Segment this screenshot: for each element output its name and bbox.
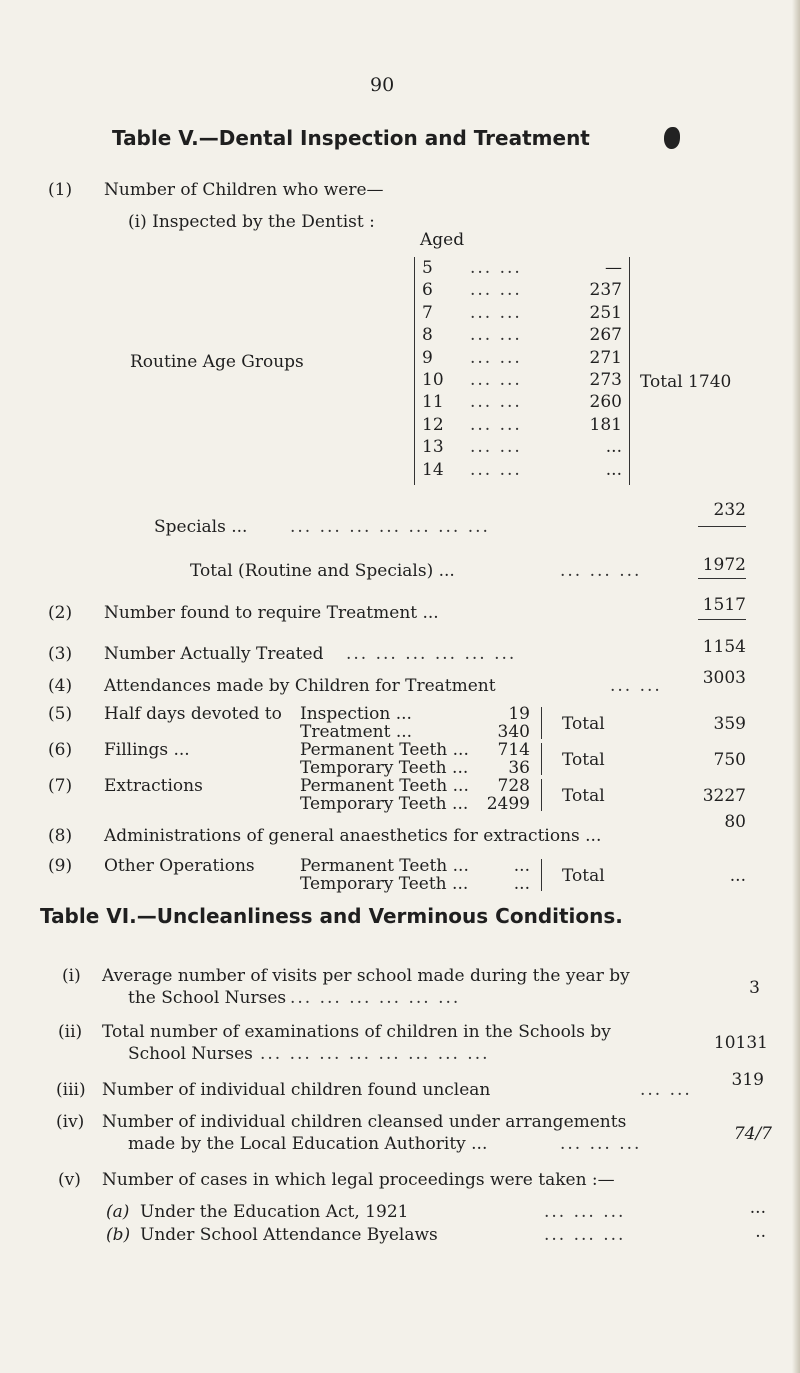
- t6-v-number: (v): [58, 1170, 81, 1190]
- values-brace: [625, 257, 630, 485]
- row2-rule: [698, 619, 746, 620]
- t6-va-value: ...: [749, 1198, 766, 1218]
- t6-v-line1: Number of cases in which legal proceedings were taken :—: [102, 1170, 615, 1190]
- age-row-age: 7: [422, 302, 433, 323]
- t6-va-number: (a): [106, 1202, 130, 1222]
- t6-i-leader: ... ... ... ... ... ...: [290, 988, 461, 1008]
- age-row-value: 251: [589, 302, 622, 323]
- row4-leader: ... ...: [610, 676, 662, 696]
- row5-sub-2-value: 340: [497, 722, 530, 742]
- row6-number: (6): [48, 740, 73, 760]
- row2-label: Number found to require Treatment ...: [104, 603, 439, 623]
- t6-vb-label: Under School Attendance Byelaws: [140, 1225, 438, 1245]
- age-row-value: 181: [589, 414, 622, 435]
- t6-va-leader: ... ... ...: [544, 1202, 626, 1222]
- specials-label: Specials ...: [154, 517, 248, 537]
- row6-sub-1-value: 714: [497, 740, 530, 760]
- t6-vb-value: ..: [755, 1222, 766, 1242]
- row5-sub-1-value: 19: [508, 704, 530, 724]
- t6-vb-number: (b): [106, 1225, 131, 1245]
- age-row-age: 5: [422, 258, 433, 278]
- age-row-leader: ... ...: [470, 437, 522, 458]
- row7-number: (7): [48, 776, 73, 796]
- row5-sub-2: Treatment ...: [300, 722, 413, 742]
- row6-brace: [536, 743, 542, 775]
- row8-value: 80: [724, 812, 746, 832]
- row7-brace: [536, 779, 542, 811]
- age-row-value: 260: [589, 392, 622, 413]
- row9-number: (9): [48, 856, 73, 876]
- row5-brace: [536, 707, 542, 739]
- row3-label: Number Actually Treated: [104, 644, 324, 664]
- row5-value: 359: [713, 714, 746, 734]
- total-rule: [698, 578, 746, 579]
- specials-leader: ... ... ... ... ... ... ...: [290, 517, 490, 537]
- table-vi-title: Table VI.—Uncleanliness and Verminous Conditions.: [40, 904, 623, 928]
- row4-value: 3003: [702, 668, 746, 688]
- t6-iii-number: (iii): [56, 1080, 86, 1100]
- aged-label: Aged: [420, 230, 465, 250]
- row5-total-label: Total: [562, 714, 605, 734]
- age-row-value: 271: [589, 347, 622, 368]
- row7-sub-1-value: 728: [497, 776, 530, 796]
- row7-sub-2-value: 2499: [486, 794, 530, 814]
- row9-total-label: Total: [562, 866, 605, 886]
- age-row-age: 10: [422, 370, 444, 390]
- age-row-value: ...: [605, 459, 622, 480]
- age-row-value: —: [605, 258, 622, 278]
- row5-sub-1: Inspection ...: [300, 704, 412, 724]
- age-row-leader: ... ...: [470, 392, 522, 413]
- age-row-leader: ... ...: [470, 280, 522, 301]
- row9-sub-1: Permanent Teeth ...: [300, 856, 469, 876]
- row3-leader: ... ... ... ... ... ...: [346, 644, 517, 664]
- age-row-leader: ... ...: [470, 325, 522, 346]
- row9-label: Other Operations: [104, 856, 255, 876]
- age-row-value: 273: [589, 370, 622, 390]
- row7-value: 3227: [702, 786, 746, 806]
- age-row-leader: ... ...: [470, 347, 522, 368]
- t6-ii-number: (ii): [58, 1022, 83, 1042]
- row1-label: Number of Children who were—: [104, 180, 384, 200]
- total-routine-specials-label: Total (Routine and Specials) ...: [190, 561, 455, 581]
- t6-ii-value: 10131: [713, 1033, 768, 1053]
- age-groups-total: Total 1740: [640, 372, 732, 392]
- t6-ii-line2: School Nurses: [128, 1044, 253, 1064]
- t6-iv-handwritten-value: 74/7: [733, 1124, 772, 1144]
- row9-sub-2-value: ...: [513, 874, 530, 894]
- age-row-age: 6: [422, 280, 433, 301]
- row6-sub-2-value: 36: [508, 758, 530, 778]
- t6-iv-line2: made by the Local Education Authority ...: [128, 1134, 488, 1154]
- row3-value: 1154: [702, 637, 746, 657]
- age-row-value: 237: [589, 280, 622, 301]
- row7-sub-1: Permanent Teeth ...: [300, 776, 469, 796]
- t6-i-line1: Average number of visits per school made during the year by: [102, 966, 630, 986]
- page-number: 90: [370, 74, 395, 96]
- total-leader: ... ... ...: [560, 561, 642, 581]
- row6-label: Fillings ...: [104, 740, 190, 760]
- specials-rule: [698, 526, 746, 527]
- age-row-leader: ... ...: [470, 258, 522, 278]
- t6-iv-line1: Number of individual children cleansed under arrangements: [102, 1112, 627, 1132]
- page-edge-shadow: [792, 0, 800, 1373]
- row7-total-label: Total: [562, 786, 605, 806]
- row6-total-label: Total: [562, 750, 605, 770]
- t6-iii-line1: Number of individual children found unclean: [102, 1080, 491, 1100]
- age-row-age: 13: [422, 437, 444, 458]
- t6-iv-number: (iv): [56, 1112, 85, 1132]
- row9-sub-2: Temporary Teeth ...: [300, 874, 469, 894]
- row3-number: (3): [48, 644, 73, 664]
- row9-value: ...: [729, 866, 746, 886]
- t6-vb-leader: ... ... ...: [544, 1225, 626, 1245]
- row6-sub-2: Temporary Teeth ...: [300, 758, 469, 778]
- row7-label: Extractions: [104, 776, 203, 796]
- row5-label: Half days devoted to: [104, 704, 282, 724]
- specials-value: 232: [713, 500, 746, 520]
- age-row-age: 11: [422, 392, 444, 413]
- total-routine-specials-value: 1972: [702, 555, 746, 575]
- age-row-leader: ... ...: [470, 414, 522, 435]
- t6-iii-value: 319: [731, 1070, 764, 1090]
- row2-value: 1517: [702, 595, 746, 615]
- t6-i-number: (i): [62, 966, 81, 986]
- row1i-label: (i) Inspected by the Dentist :: [128, 212, 375, 232]
- row8-label: Administrations of general anaesthetics for extractions ...: [104, 826, 602, 846]
- row7-sub-2: Temporary Teeth ...: [300, 794, 469, 814]
- row4-label: Attendances made by Children for Treatment: [104, 676, 496, 696]
- table-v-title: Table V.—Dental Inspection and Treatment: [112, 126, 590, 150]
- age-row-age: 8: [422, 325, 433, 346]
- t6-i-value: 3: [749, 978, 760, 998]
- row5-number: (5): [48, 704, 73, 724]
- row4-number: (4): [48, 676, 73, 696]
- age-row-age: 9: [422, 347, 433, 368]
- t6-va-label: Under the Education Act, 1921: [140, 1202, 409, 1222]
- row6-value: 750: [713, 750, 746, 770]
- age-row-value: ...: [605, 437, 622, 458]
- age-group-brace: [414, 257, 415, 485]
- age-row-leader: ... ...: [470, 370, 522, 390]
- age-row-leader: ... ...: [470, 459, 522, 480]
- t6-i-line2: the School Nurses: [128, 988, 287, 1008]
- age-row-age: 14: [422, 459, 444, 480]
- row2-number: (2): [48, 603, 73, 623]
- row9-sub-1-value: ...: [513, 856, 530, 876]
- ink-blot: [664, 127, 680, 149]
- row6-sub-1: Permanent Teeth ...: [300, 740, 469, 760]
- t6-iii-leader: ... ...: [640, 1080, 692, 1100]
- routine-age-groups-label: Routine Age Groups: [130, 352, 304, 372]
- t6-ii-line1: Total number of examinations of children in the Schools by: [102, 1022, 611, 1042]
- age-row-value: 267: [589, 325, 622, 346]
- t6-iv-leader: ... ... ...: [560, 1134, 642, 1154]
- row1-number: (1): [48, 180, 73, 200]
- age-row-leader: ... ...: [470, 302, 522, 323]
- row9-brace: [536, 859, 542, 891]
- age-row-age: 12: [422, 414, 444, 435]
- row8-number: (8): [48, 826, 73, 846]
- t6-ii-leader: ... ... ... ... ... ... ... ...: [260, 1044, 490, 1064]
